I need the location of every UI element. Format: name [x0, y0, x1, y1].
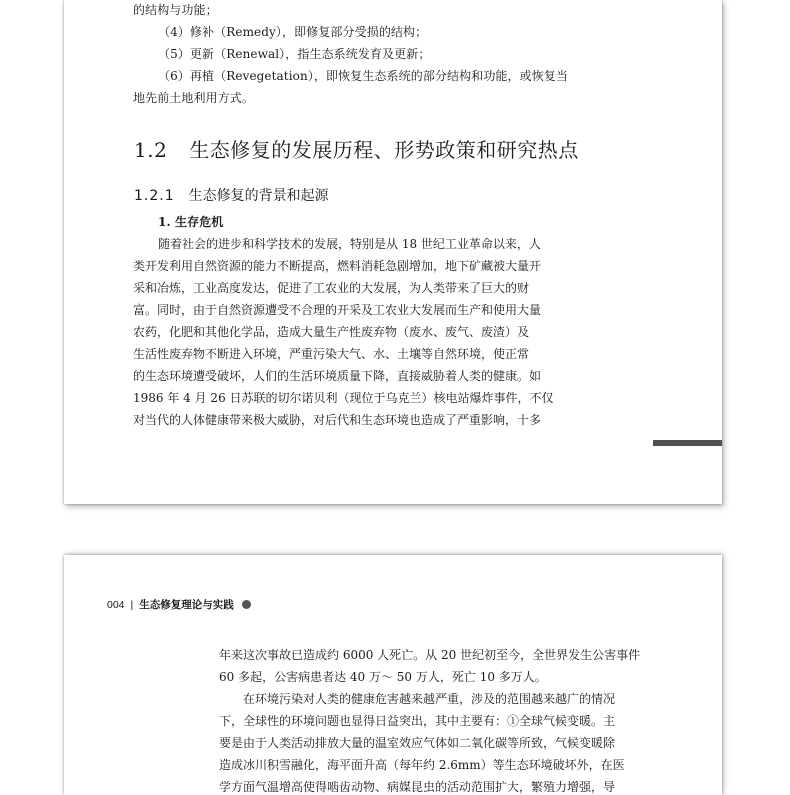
- paragraph-line: 对当代的人体健康带来极大威胁，对后代和生态环境也造成了严重影响，十多: [133, 413, 542, 427]
- header-separator: |: [130, 599, 134, 611]
- paragraph-line: 1986 年 4 月 26 日苏联的切尔诺贝利（现位于乌克兰）核电站爆炸事件，不仅: [133, 391, 554, 405]
- page-lower: [64, 555, 722, 795]
- paragraph-line: 60 多起，公害病患者达 40 万～ 50 万人，死亡 10 多万人。: [219, 670, 547, 684]
- text-line: 地先前土地利用方式。: [133, 91, 255, 105]
- section-number: 1.2: [134, 138, 168, 162]
- paragraph-line: 采和冶炼，工业高度发达，促进了工农业的大发展，为人类带来了巨大的财: [133, 281, 530, 295]
- paragraph-line: 农药，化肥和其他化学品，造成大量生产性废弃物（废水、废气、废渣）及: [133, 325, 530, 339]
- subsection-heading: [134, 185, 329, 205]
- subsection-number: 1.2.1: [134, 188, 175, 204]
- header-dot-icon: [242, 600, 251, 609]
- paragraph-line: 的生态环境遭受破坏，人们的生活环境质量下降，直接威胁着人类的健康。如: [133, 369, 542, 383]
- list-item-revegetation: （6）再植（Revegetation），即恢复生态系统的部分结构和功能，或恢复当: [158, 69, 569, 83]
- paragraph-line: 随着社会的进步和科学技术的发展，特别是从 18 世纪工业革命以来，人: [158, 237, 541, 251]
- book-title: 生态修复理论与实践: [139, 599, 234, 611]
- running-header: [107, 597, 251, 612]
- paragraph-line: 要是由于人类活动排放大量的温室效应气体如二氧化碳等所致，气候变暖除: [219, 736, 616, 750]
- page-upper: [64, 0, 722, 504]
- paragraph-line: 类开发利用自然资源的能力不断提高，燃料消耗急剧增加，地下矿藏被大量开: [133, 259, 542, 273]
- section-title: 生态修复的发展历程、形势政策和研究热点: [189, 138, 579, 162]
- item-heading: 1. 生存危机: [158, 215, 224, 229]
- paragraph-line: 在环境污染对人类的健康危害越来越严重，涉及的范围越来越广的情况: [243, 692, 616, 706]
- paragraph-line: 年来这次事故已造成约 6000 人死亡。从 20 世纪初至今，全世界发生公害事件: [219, 648, 641, 662]
- paragraph-line: 学方面气温增高使得啮齿动物、病媒昆虫的活动范围扩大，繁殖力增强，导: [219, 780, 616, 794]
- page-edge-marker: [653, 440, 722, 446]
- paragraph-line: 造成冰川积雪融化，海平面升高（每年约 2.6mm）等生态环境破坏外，在医: [219, 758, 625, 772]
- subsection-title: 生态修复的背景和起源: [188, 188, 329, 204]
- page-number: 004: [107, 599, 125, 611]
- paragraph-line: 生活性废弃物不断进入环境，严重污染大气、水、土壤等自然环境，使正常: [133, 347, 530, 361]
- section-heading: [134, 134, 579, 163]
- list-item-renewal: （5）更新（Renewal），指生态系统发育及更新；: [158, 47, 431, 61]
- list-item-remedy: （4）修补（Remedy），即修复部分受损的结构；: [158, 25, 428, 39]
- paragraph-line: 富。同时，由于自然资源遭受不合理的开采及工农业大发展而生产和使用大量: [133, 303, 542, 317]
- paragraph-line: 下，全球性的环境问题也显得日益突出，其中主要有：①全球气候变暖。主: [219, 714, 616, 728]
- text-line: 的结构与功能；: [133, 3, 218, 17]
